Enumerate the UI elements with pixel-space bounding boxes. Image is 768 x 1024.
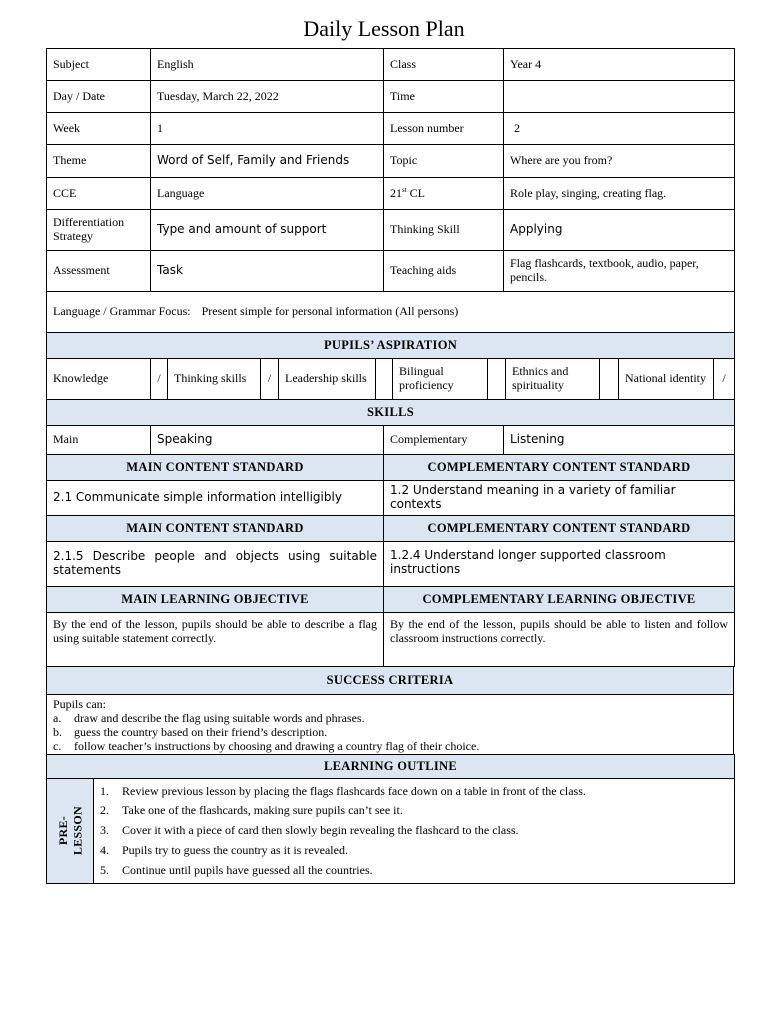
- step-text: Review previous lesson by placing the flags flashcards face down on a table in front of the class.: [122, 783, 586, 798]
- info-row: [47, 145, 735, 178]
- step-text: Pupils try to guess the country as it is revealed.: [122, 842, 348, 857]
- info-row: [47, 49, 735, 81]
- cce-value: Language: [151, 178, 384, 210]
- assessment-label: Assessment: [47, 251, 151, 292]
- list-item: [53, 725, 727, 739]
- topic-value: Where are you from?: [504, 145, 735, 178]
- subject-label: Subject: [47, 49, 151, 81]
- info-row: [47, 210, 735, 251]
- outline-list: [100, 782, 728, 881]
- step-number: 5.: [100, 862, 109, 877]
- thinking-value: Applying: [504, 210, 735, 251]
- list-marker: b.: [53, 725, 62, 740]
- aspiration-item-mark: [376, 359, 393, 400]
- comp-skill-label: Complementary: [384, 426, 504, 455]
- aids-value: Flag flashcards, textbook, audio, paper, pencils.: [504, 251, 735, 292]
- skills-table: [46, 399, 735, 667]
- step-text: Continue until pupils have guessed all the countries.: [122, 862, 373, 877]
- outline-stage: [47, 779, 94, 884]
- aspiration-item-label: Ethnics and spirituality: [506, 359, 600, 400]
- outline-header: LEARNING OUTLINE: [47, 755, 735, 779]
- grammar-label: Language / Grammar Focus:: [53, 304, 191, 319]
- aspiration-table: [46, 332, 735, 400]
- step-number: 3.: [100, 823, 109, 838]
- step-text: Cover it with a piece of card then slowly begin revealing the flashcard to the class.: [122, 823, 519, 838]
- list-item: [53, 711, 727, 725]
- class-value: Year 4: [504, 49, 735, 81]
- list-text: draw and describe the flag using suitable words and phrases.: [74, 711, 365, 726]
- list-text: follow teacher’s instructions by choosing and drawing a country flag of their choice.: [74, 739, 480, 754]
- comp-content-standard-header: COMPLEMENTARY CONTENT STANDARD: [384, 455, 735, 481]
- list-item: [100, 801, 728, 821]
- comp-learning-standard-header: COMPLEMENTARY CONTENT STANDARD: [384, 516, 735, 542]
- comp-skill-value: Listening: [504, 426, 735, 455]
- success-list: [53, 711, 727, 753]
- theme-label: Theme: [47, 145, 151, 178]
- aspiration-item-mark: /: [261, 359, 279, 400]
- aspiration-row: [47, 359, 735, 400]
- outline-stage-label: [56, 806, 85, 855]
- day-label: Day / Date: [47, 81, 151, 113]
- cl-value: Role play, singing, creating flag.: [504, 178, 735, 210]
- aids-label: Teaching aids: [384, 251, 504, 292]
- theme-value: Word of Self, Family and Friends: [151, 145, 384, 178]
- main-content-standard: 2.1 Communicate simple information intelligibly: [47, 481, 384, 516]
- skills-row: [47, 426, 735, 455]
- info-row: [47, 178, 735, 210]
- diff-value: Type and amount of support: [151, 210, 384, 251]
- aspiration-item-mark: /: [714, 359, 735, 400]
- success-intro: Pupils can:: [53, 697, 106, 711]
- page-title: Daily Lesson Plan: [303, 16, 465, 41]
- main-learning-standard: 2.1.5 Describe people and objects using suitable statements: [47, 542, 384, 587]
- time-value: [504, 81, 735, 113]
- cl-label-number: 21: [390, 186, 402, 201]
- lesson-number-label: Lesson number: [384, 113, 504, 145]
- subject-value: English: [151, 49, 384, 81]
- week-value: 1: [151, 113, 384, 145]
- lesson-number-value: 2: [504, 113, 735, 145]
- success-body: [47, 695, 734, 756]
- cl-label: [384, 178, 504, 210]
- main-learning-standard-header: MAIN CONTENT STANDARD: [47, 516, 384, 542]
- week-label: Week: [47, 113, 151, 145]
- learning-outline-table: [46, 754, 735, 884]
- cce-label: CCE: [47, 178, 151, 210]
- main-objective: By the end of the lesson, pupils should be able to describe a flag using suitable statement correctly.: [47, 613, 384, 667]
- aspiration-item-label: Thinking skills: [168, 359, 261, 400]
- list-item: [100, 861, 728, 881]
- step-number: 1.: [100, 783, 109, 798]
- comp-content-standard: 1.2 Understand meaning in a variety of familiar contexts: [384, 481, 735, 516]
- thinking-label: Thinking Skill: [384, 210, 504, 251]
- comp-learning-standard: 1.2.4 Understand longer supported classroom instructions: [384, 542, 735, 587]
- main-content-standard-header: MAIN CONTENT STANDARD: [47, 455, 384, 481]
- class-label: Class: [384, 49, 504, 81]
- step-text: Take one of the flashcards, making sure pupils can’t see it.: [122, 803, 403, 818]
- cl-label-suffix: st: [402, 186, 407, 195]
- grammar-value: Present simple for personal information (All persons): [201, 304, 459, 319]
- list-item: [53, 739, 727, 753]
- assessment-value: Task: [151, 251, 384, 292]
- success-header: SUCCESS CRITERIA: [47, 667, 734, 695]
- info-row: [47, 251, 735, 292]
- aspiration-item-mark: [600, 359, 619, 400]
- aspiration-item-label: National identity: [619, 359, 714, 400]
- diff-label: Differentiation Strategy: [47, 210, 151, 251]
- list-item: [100, 782, 728, 802]
- list-item: [100, 841, 728, 861]
- stage-line-2: LESSON: [70, 806, 84, 856]
- list-text: guess the country based on their friend’s description.: [74, 725, 328, 740]
- outline-steps: [94, 779, 735, 884]
- main-objective-header: MAIN LEARNING OBJECTIVE: [47, 587, 384, 613]
- skills-header: SKILLS: [47, 400, 735, 426]
- aspiration-item-mark: /: [151, 359, 168, 400]
- cl-label-text: CL: [406, 186, 426, 201]
- comp-objective: By the end of the lesson, pupils should be able to listen and follow classroom instructions correctly.: [384, 613, 735, 667]
- aspiration-header: PUPILS’ ASPIRATION: [47, 333, 735, 359]
- comp-objective-header: COMPLEMENTARY LEARNING OBJECTIVE: [384, 587, 735, 613]
- topic-label: Topic: [384, 145, 504, 178]
- success-criteria-table: [46, 666, 734, 756]
- grammar-focus: [47, 292, 735, 333]
- main-skill-value: Speaking: [151, 426, 384, 455]
- step-number: 2.: [100, 803, 109, 818]
- aspiration-item-label: Knowledge: [47, 359, 151, 400]
- stage-line-1: PRE-: [55, 816, 70, 846]
- aspiration-item-label: Leadership skills: [279, 359, 376, 400]
- main-skill-label: Main: [47, 426, 151, 455]
- step-number: 4.: [100, 842, 109, 857]
- aspiration-item-label: Bilingual proficiency: [393, 359, 488, 400]
- time-label: Time: [384, 81, 504, 113]
- info-row: [47, 81, 735, 113]
- list-item: [100, 821, 728, 841]
- grammar-row: [47, 292, 735, 333]
- day-value: Tuesday, March 22, 2022: [151, 81, 384, 113]
- lesson-info-table: [46, 48, 735, 333]
- aspiration-item-mark: [488, 359, 506, 400]
- list-marker: a.: [53, 711, 62, 726]
- info-row: [47, 113, 735, 145]
- list-marker: c.: [53, 739, 62, 754]
